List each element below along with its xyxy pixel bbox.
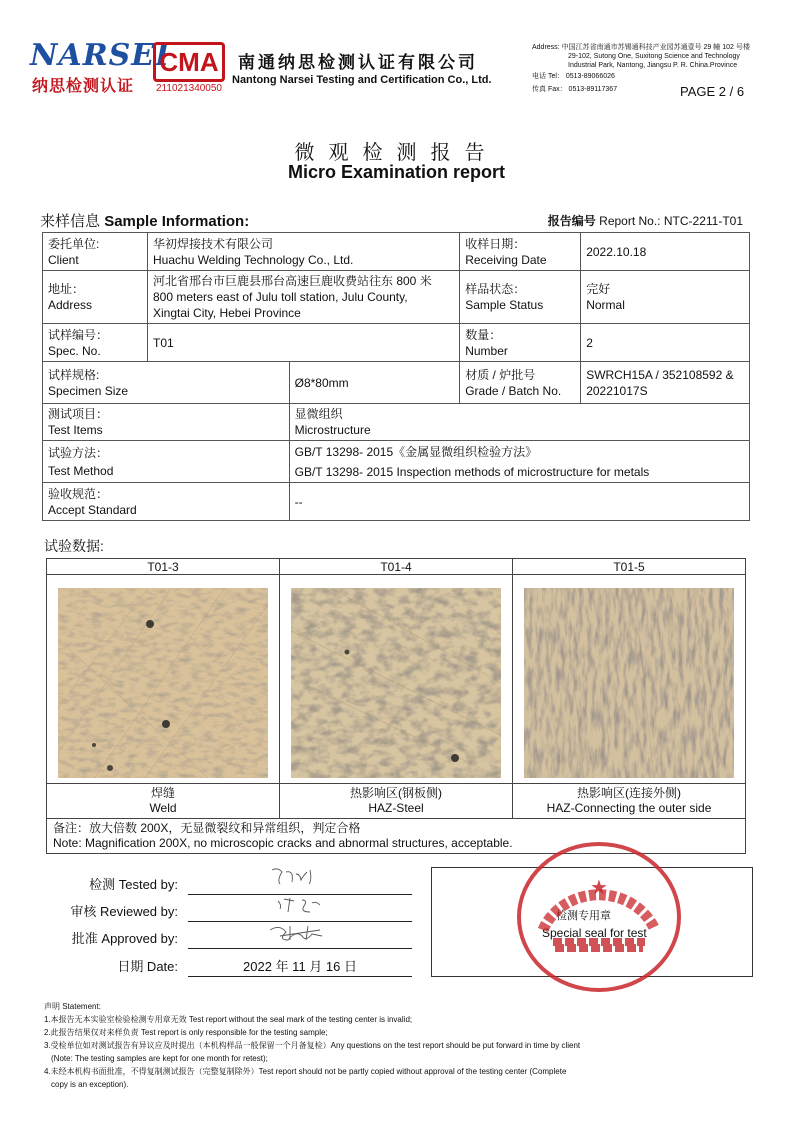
- approved-by-label: 批准 Approved by:: [71, 931, 178, 946]
- value-cn: GB/T 13298- 2015《金属显微组织检验方法》: [294, 444, 538, 459]
- accept-standard-label: [43, 483, 290, 521]
- statement-title: 声明 Statement:: [44, 1002, 101, 1011]
- page-number: PAGE 2 / 6: [680, 84, 745, 99]
- tested-by-label: 检测 Tested by:: [89, 877, 178, 892]
- test-data-heading: 试验数据:: [44, 538, 104, 554]
- specimen-size-value: Ø8*80mm: [289, 362, 460, 404]
- sample-caption: [280, 784, 513, 819]
- label-en: Specimen Size: [48, 383, 129, 398]
- label-en: Client: [48, 252, 79, 267]
- accept-standard-value: --: [289, 483, 749, 521]
- label-en: Test Items: [48, 423, 103, 437]
- label-en: Address: [48, 298, 93, 312]
- caption-en: HAZ-Connecting the outer side: [546, 801, 712, 815]
- value-en: Huachu Welding Technology Co., Ltd.: [153, 252, 354, 267]
- sample-id: T01-3: [47, 559, 280, 575]
- label-en: Test Method: [48, 463, 114, 478]
- spec-no-label: [43, 324, 148, 362]
- label-en: Accept Standard: [48, 502, 137, 517]
- statement-line: 2.此报告结果仅对来样负责 Test report is only responsible for the testing sample;: [44, 1028, 328, 1037]
- label-cn: 试样规格:: [48, 367, 100, 382]
- reviewer-signature: [250, 895, 360, 917]
- label-cn: 验收规范：: [48, 486, 109, 501]
- logo-brand: NARSEI: [30, 38, 171, 73]
- seal-label-en: Special seal for test: [542, 926, 647, 940]
- value-line: 20221017S: [586, 383, 648, 398]
- micrograph-image: [291, 588, 501, 778]
- statement-line: 3.受检单位如对测试报告有异议应及时提出（本机构样品一般保留一个月备复检）Any questions on the test report should be put forward in time by client: [44, 1041, 581, 1050]
- micrograph-cell: [47, 575, 280, 784]
- value-line: SWRCH15A / 352108592 &: [586, 367, 734, 382]
- address-label: [43, 271, 148, 324]
- tel: 电话 Tel： 0513-89066026: [532, 73, 615, 80]
- value-cn: 显微组织: [294, 407, 343, 421]
- address-line: 29-102, Sutong One, Suxitong Science and Technology: [568, 53, 740, 60]
- label-en: Number: [465, 343, 508, 358]
- receiving-date-value: 2022.10.18: [581, 233, 750, 271]
- micrograph-image: [58, 588, 268, 778]
- caption-cn: 热影响区(钢板侧): [350, 786, 442, 800]
- report-no-value: NTC-2211-T01: [663, 214, 743, 228]
- statement-line: 4.未经本机构书面批准，不得复制测试报告（完整复制除外）Test report should not be partly copied without approval of the testing center (Complete: [44, 1067, 567, 1076]
- value-en: 800 meters east of Julu toll station, Julu County,: [153, 290, 408, 304]
- tester-signature: [250, 866, 360, 888]
- statement-line: 1.本报告无本实验室检验检测专用章无效 Test report without the seal mark of the testing center is invalid;: [44, 1015, 413, 1024]
- company-name-en: Nantong Narsei Testing and Certification Co., Ltd.: [232, 74, 492, 86]
- title-en: Micro Examination report: [287, 162, 506, 182]
- report-no-label-en: Report No.:: [599, 214, 661, 228]
- value-cn: 华初焊接技术有限公司: [153, 236, 274, 251]
- grade-batch-label: [460, 362, 581, 404]
- test-method-value: [289, 441, 749, 483]
- sample-info-heading: [40, 210, 249, 231]
- micrograph-image: [524, 588, 734, 778]
- approver-signature: [250, 922, 360, 944]
- narsei-logo: [30, 38, 171, 98]
- test-items-label: [43, 404, 290, 441]
- sample-info-table: [42, 232, 750, 521]
- date-label: 日期 Date:: [117, 959, 178, 974]
- label-en: Spec. No.: [48, 343, 101, 358]
- value-cn: 完好: [586, 282, 611, 296]
- cma-text: CMA: [153, 42, 225, 82]
- report-number: [548, 212, 743, 229]
- caption-en: Weld: [149, 801, 177, 815]
- client-value: [148, 233, 460, 271]
- date-value: 2022 年 11 月 16 日: [243, 959, 357, 974]
- receiving-date-label: [460, 233, 581, 271]
- cma-logo: [153, 42, 223, 94]
- sample-status-label: [460, 271, 581, 324]
- test-data-table: [46, 558, 746, 854]
- sample-info-en: Sample Information:: [104, 213, 250, 230]
- sample-status-value: [581, 271, 750, 324]
- reviewed-by-label: 审核 Reviewed by:: [70, 904, 178, 919]
- official-seal-stamp: [513, 838, 685, 996]
- fax: 传真 Fax： 0513-89117367: [532, 86, 618, 93]
- sample-id: T01-4: [280, 559, 513, 575]
- value-en: Microstructure: [294, 423, 371, 437]
- label-cn: 测试项目：: [48, 407, 109, 421]
- company-name-cn: 南通纳思检测认证有限公司: [238, 53, 478, 72]
- label-cn: 试验方法：: [48, 445, 109, 460]
- test-method-label: [43, 441, 290, 483]
- label-cn: 样品状态：: [465, 282, 526, 296]
- note-en: Note: Magnification 200X, no microscopic cracks and abnormal structures, acceptable.: [53, 836, 513, 850]
- sample-caption: [513, 784, 746, 819]
- number-value: 2: [581, 324, 750, 362]
- logo-cn: 纳思检测认证: [32, 76, 135, 95]
- caption-cn: 热影响区(连接外侧): [577, 786, 681, 800]
- client-label: [43, 233, 148, 271]
- label-en: Receiving Date: [465, 252, 547, 267]
- sample-id: T01-5: [513, 559, 746, 575]
- note-cn: 备注：放大倍数 200X，无显微裂纹和异常组织，判定合格: [53, 821, 361, 835]
- value-en: Xingtai City, Hebei Province: [153, 306, 301, 320]
- specimen-size-label: [43, 362, 290, 404]
- signature-line: [188, 948, 412, 949]
- label-cn: 数量：: [465, 327, 502, 342]
- seal-label-cn: 检测专用章: [556, 910, 611, 922]
- report-no-label-cn: 报告编号: [547, 214, 596, 228]
- address-line: Industrial Park, Nantong, Jiangsu P. R. China.Province: [568, 62, 738, 69]
- label-cn: 材质 / 炉批号: [465, 367, 536, 382]
- sample-caption: [47, 784, 280, 819]
- svg-text:★: ★: [590, 875, 608, 899]
- caption-cn: 焊缝: [150, 786, 175, 800]
- spec-no-value: T01: [148, 324, 460, 362]
- statement-line: (Note: The testing samples are kept for one month for retest);: [51, 1054, 268, 1063]
- grade-batch-value: [581, 362, 750, 404]
- label-cn: 收样日期：: [465, 236, 526, 251]
- signature-line: [188, 976, 412, 977]
- number-label: [460, 324, 581, 362]
- statement: [44, 1000, 764, 1091]
- micrograph-cell: [280, 575, 513, 784]
- value-en: GB/T 13298- 2015 Inspection methods of microstructure for metals: [294, 464, 650, 479]
- label-cn: 地址：: [48, 282, 85, 296]
- value-cn: 河北省邢台市巨鹿县邢台高速巨鹿收费站往东 800 米: [153, 274, 432, 288]
- sample-info-cn: 来样信息: [40, 213, 101, 230]
- label-en: Sample Status: [465, 298, 544, 312]
- label-cn: 试样编号：: [48, 327, 109, 342]
- micrograph-cell: [513, 575, 746, 784]
- label-en: Grade / Batch No.: [465, 383, 562, 398]
- address-line: Address: 中国江苏省南通市苏锡通科技产业园苏通壹号 29 幢 102 号楼: [532, 44, 750, 51]
- title-cn: 微观检测报告: [294, 140, 499, 164]
- statement-line: copy is an exception).: [51, 1080, 129, 1089]
- caption-en: HAZ-Steel: [368, 801, 424, 815]
- test-items-value: [289, 404, 749, 441]
- address-value: [148, 271, 460, 324]
- value-en: Normal: [586, 298, 625, 312]
- cma-number: 211021340050: [156, 83, 222, 94]
- label-cn: 委托单位:: [48, 236, 100, 251]
